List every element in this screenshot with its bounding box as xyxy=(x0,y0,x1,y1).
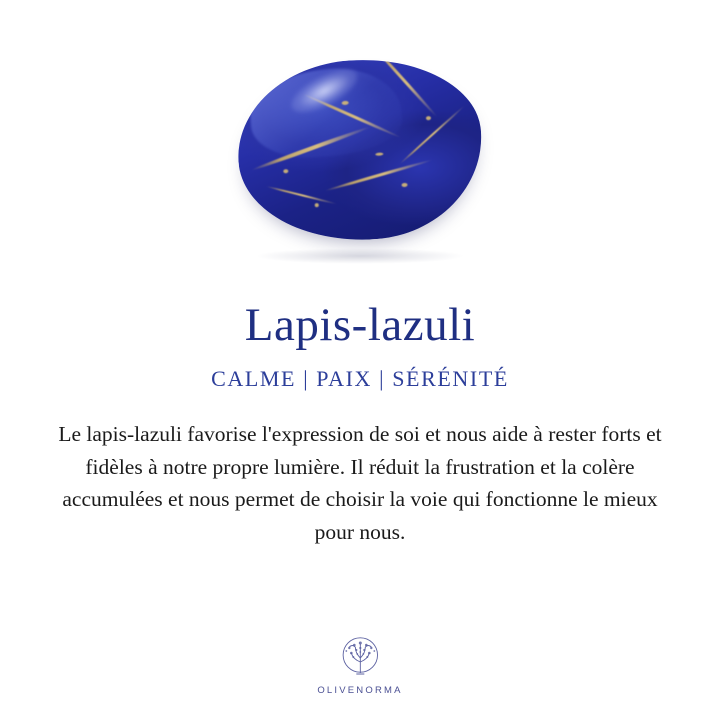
pyrite-fleck xyxy=(342,100,349,104)
lapis-lazuli-stone xyxy=(232,52,488,249)
brand-logo xyxy=(317,634,402,696)
gold-vein xyxy=(251,125,372,172)
tree-of-life-icon xyxy=(333,634,387,682)
stone-shadow xyxy=(255,248,465,264)
pyrite-fleck xyxy=(426,116,431,120)
keywords-subtitle: CALME | PAIX | SÉRÉNITÉ xyxy=(211,366,509,391)
pyrite-fleck xyxy=(283,169,288,173)
gold-vein xyxy=(325,159,434,193)
stone-image-area xyxy=(0,0,720,290)
pyrite-fleck xyxy=(401,183,407,187)
description-text: Le lapis-lazuli favorise l'expression de soi et nous aide à rester forts et fidèles à notre propre lumière. Il réduit la frustration et la colère accumulées et nous permet de choisir la voie qui fonctionne le mieux pour nous. xyxy=(58,422,662,545)
pyrite-fleck xyxy=(315,203,319,207)
page-title: Lapis-lazuli xyxy=(244,299,476,351)
brand-name: OLIVENORMA xyxy=(317,685,403,696)
gold-vein xyxy=(266,185,337,205)
gold-vein xyxy=(370,52,437,117)
pyrite-fleck xyxy=(375,152,383,156)
